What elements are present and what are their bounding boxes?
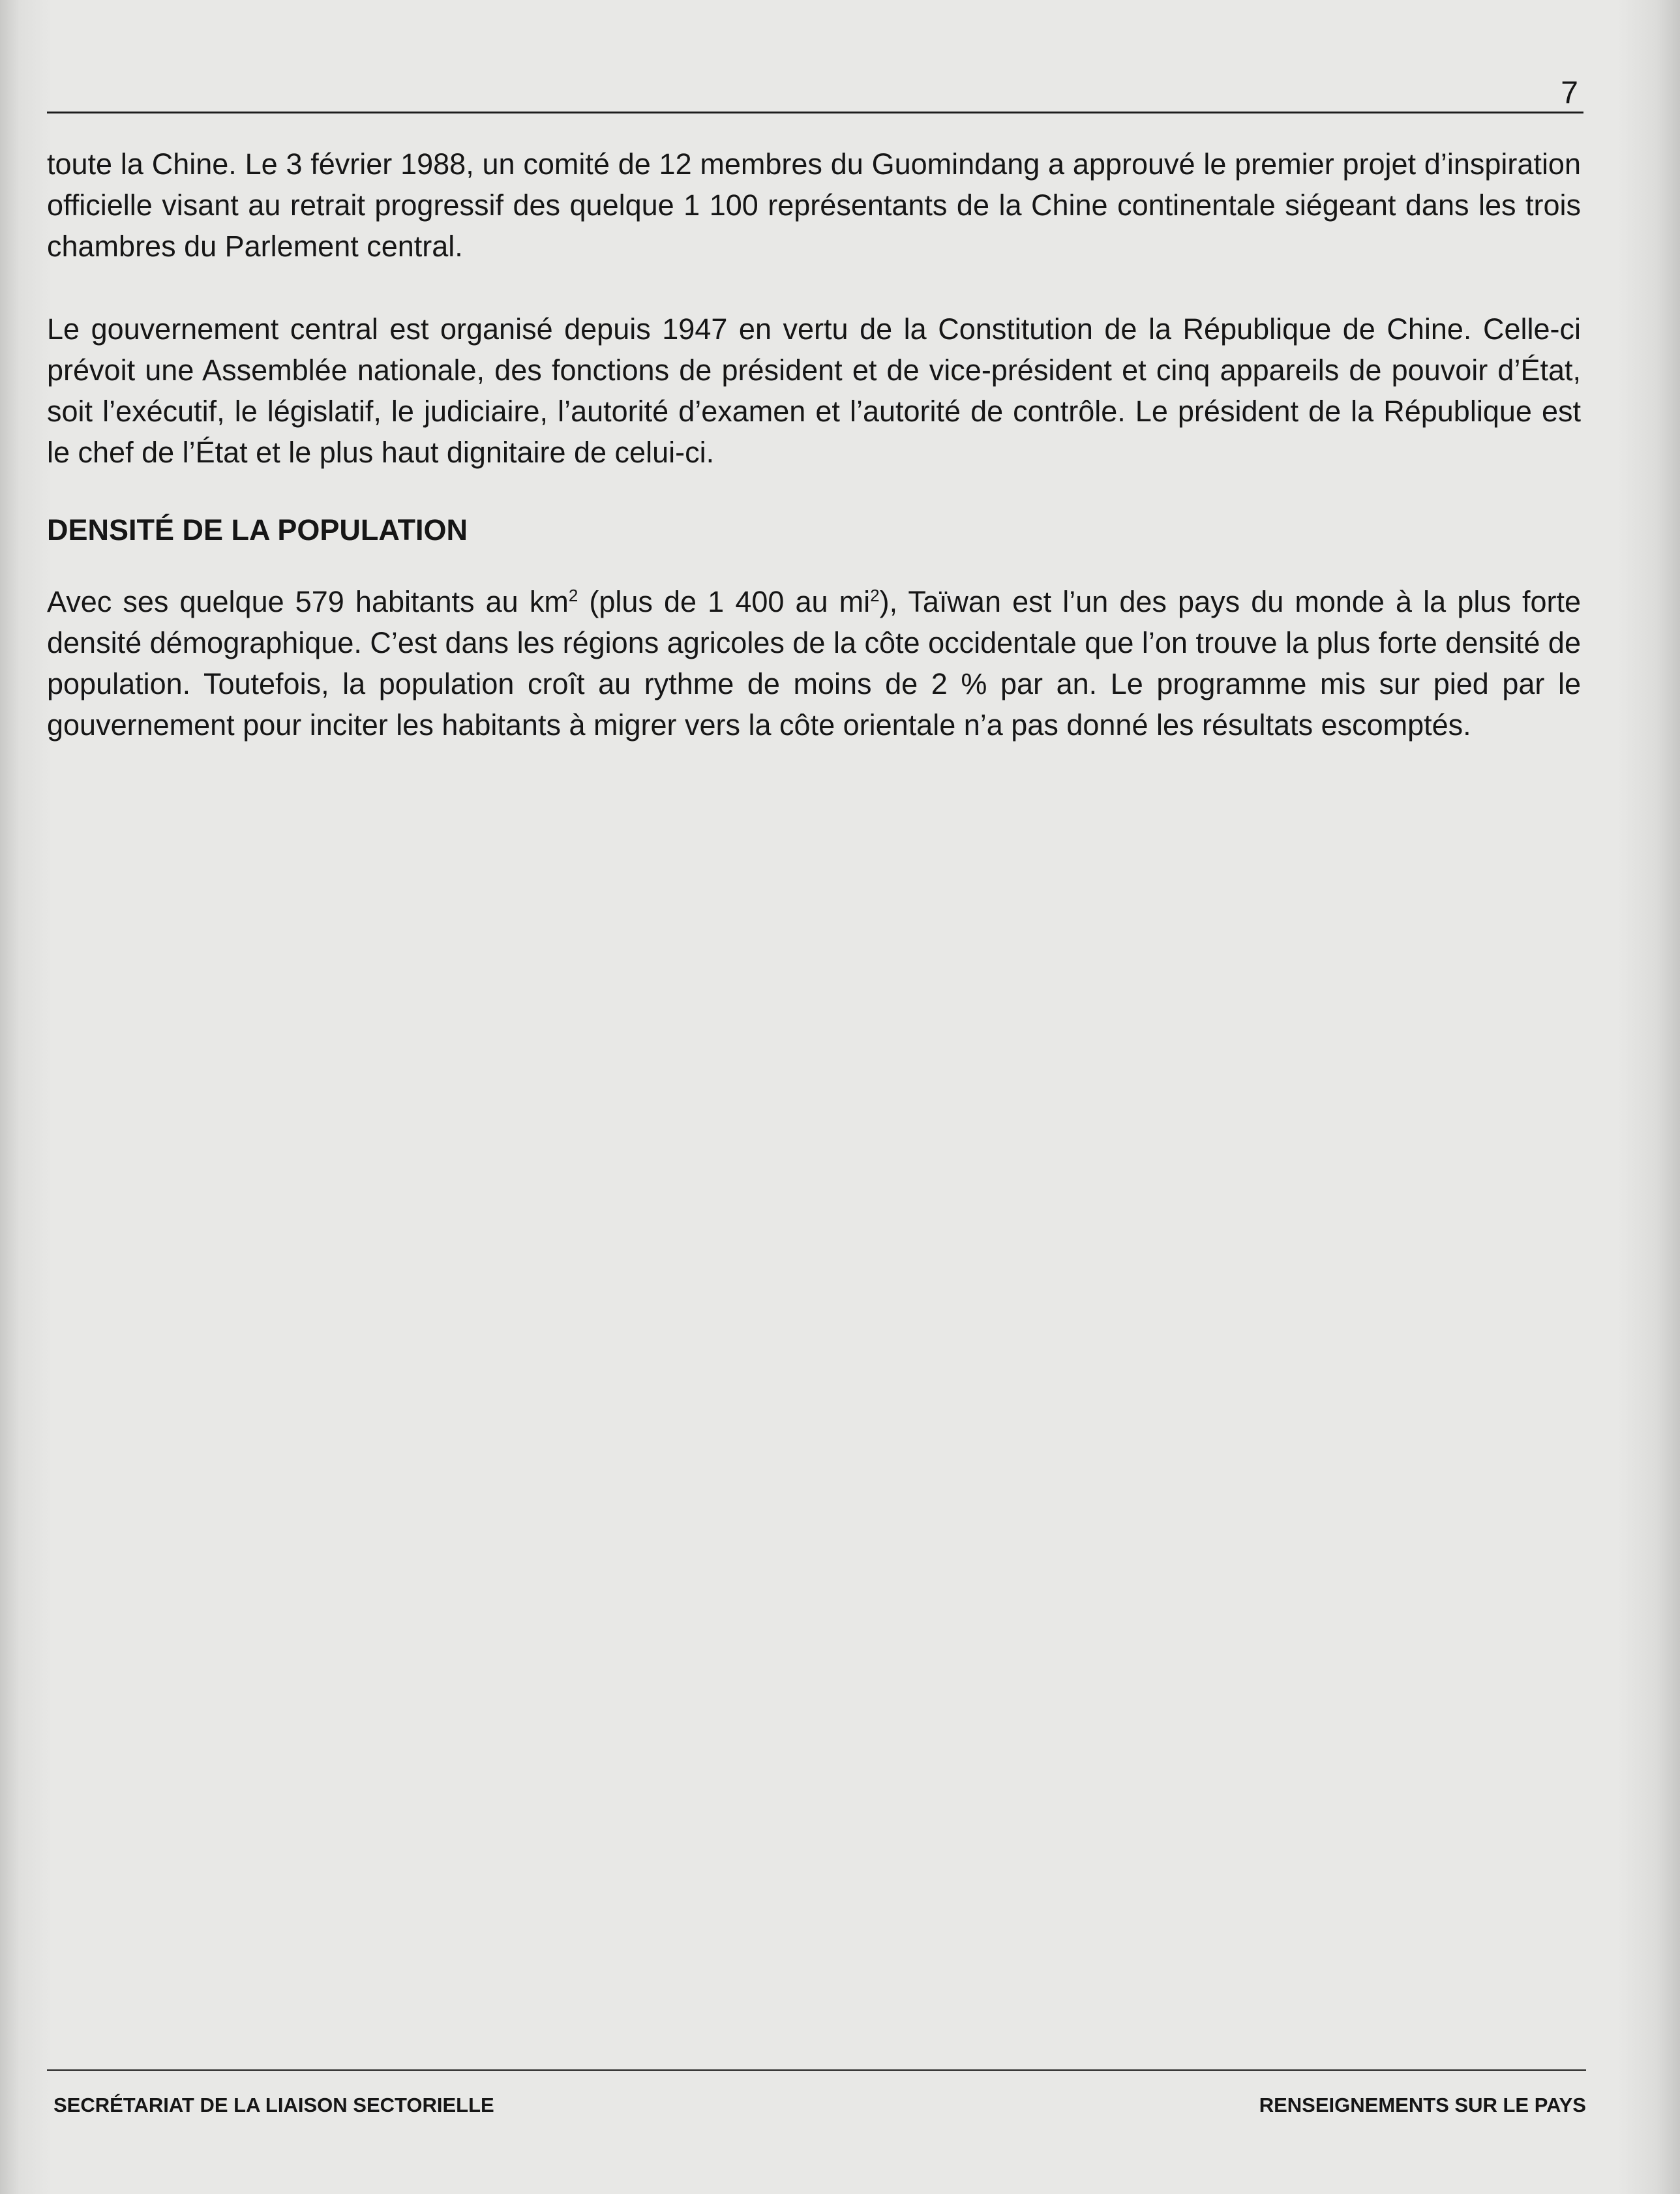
- paragraph-constitution: Le gouvernement central est organisé depuis 1947 en vertu de la Constitution de la République de Chine. Celle-ci prévoit une Assemblée nationale, des fonctions de président et de vice-président et cinq appareils de pouvoir d’État, soit l’exécutif, le législatif, le judiciaire, l’autorité d’examen et l’autorité de contrôle. Le président de la République est le chef de l’État et le plus haut dignitaire de celui-ci.: [47, 312, 1581, 469]
- header-rule: [47, 112, 1583, 113]
- density-text-part-c: ), Taïwan est l’un des pays du monde à la plus forte densité démographique. C’est dans les régions agricoles de la côte occidentale que l’on trouve la plus forte densité de population. Toutefois, la population croît au rythme de moins de 2 % par an. Le programme mis sur pied par le gouvernement pour inciter les habitants à migrer vers la côte orientale n’a pas donné les résultats escomptés.: [47, 585, 1582, 742]
- footer-left-label: SECRÉTARIAT DE LA LIAISON SECTORIELLE: [53, 2094, 494, 2116]
- superscript-km: 2: [568, 586, 578, 605]
- footer-rule: [47, 2069, 1586, 2071]
- paragraph-population-density: [47, 581, 1581, 745]
- density-text-part-b: (plus de 1 400 au mi: [578, 585, 871, 618]
- superscript-mi: 2: [870, 586, 880, 605]
- density-text-part-a: Avec ses quelque 579 habitants au km: [47, 585, 569, 618]
- section-heading-population-density: DENSITÉ DE LA POPULATION: [47, 513, 468, 547]
- paragraph-guomindang: toute la Chine. Le 3 février 1988, un comité de 12 membres du Guomindang a approuvé le premier projet d’inspiration officielle visant au retrait progressif des quelque 1 100 représentants de la Chine continentale siégeant dans les trois chambres du Parlement central.: [47, 147, 1581, 263]
- page-content: [47, 143, 1581, 745]
- footer-right-label: RENSEIGNEMENTS SUR LE PAYS: [1259, 2094, 1586, 2116]
- page-number: 7: [1561, 76, 1578, 110]
